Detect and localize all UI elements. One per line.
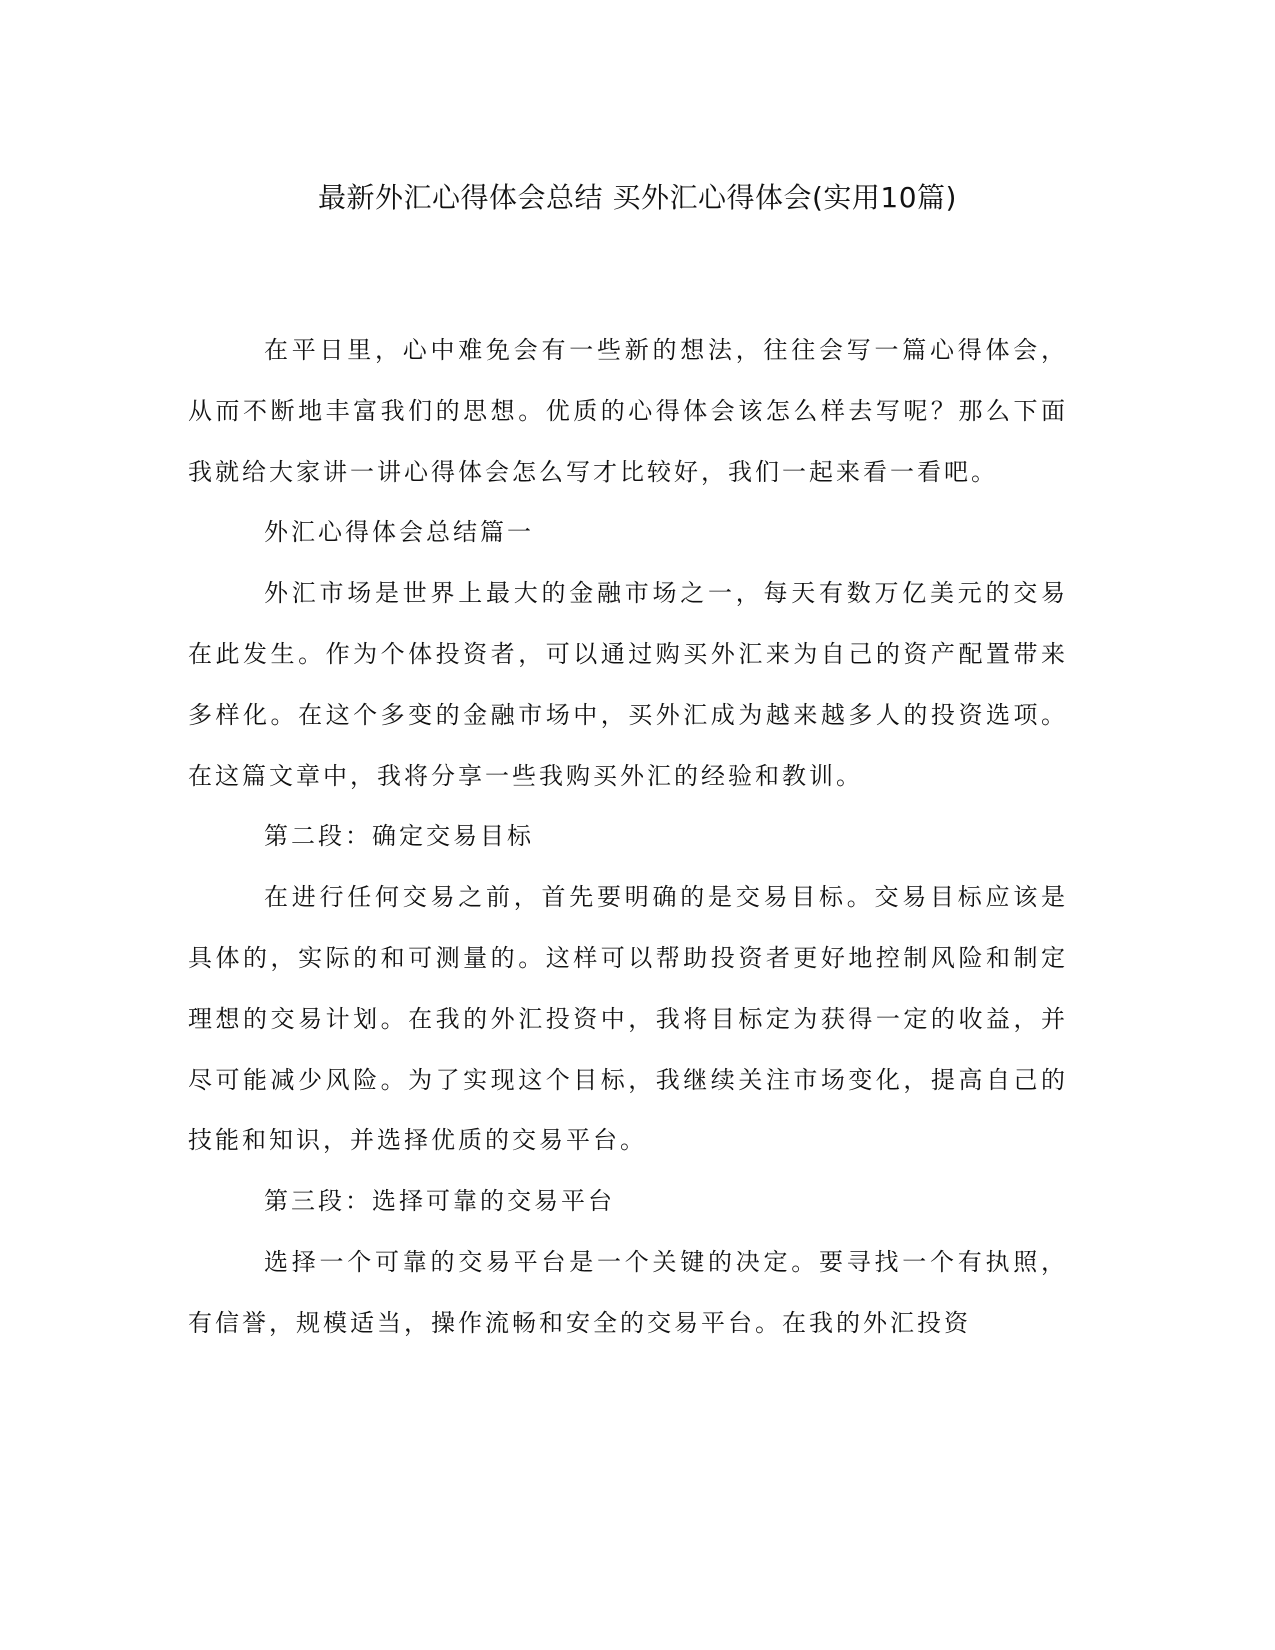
intro-paragraph: 在平日里，心中难免会有一些新的想法，往往会写一篇心得体会，从而不断地丰富我们的思想。优质的心得体会该怎么样去写呢？那么下面我就给大家讲一讲心得体会怎么写才比较好，我们一起来看一看吧。 — [188, 336, 1068, 486]
body-paragraph: 选择一个可靠的交易平台是一个关键的决定。要寻找一个有执照，有信誉，规模适当，操作流畅和安全的交易平台。在我的外汇投资 — [188, 1247, 1068, 1337]
document-body — [188, 320, 1068, 1354]
document-title: 最新外汇心得体会总结 买外汇心得体会(实用10篇) — [318, 181, 957, 214]
section-heading-part-one: 外汇心得体会总结篇一 — [264, 518, 534, 547]
section-heading-second: 第二段：确定交易目标 — [264, 822, 534, 851]
body-paragraph: 外汇市场是世界上最大的金融市场之一，每天有数万亿美元的交易在此发生。作为个体投资者，可以通过购买外汇来为自己的资产配置带来多样化。在这个多变的金融市场中，买外汇成为越来越多人的投资选项。在这篇文章中，我将分享一些我购买外汇的经验和教训。 — [188, 579, 1068, 790]
section-heading-third: 第三段：选择可靠的交易平台 — [264, 1187, 615, 1216]
body-paragraph: 在进行任何交易之前，首先要明确的是交易目标。交易目标应该是具体的，实际的和可测量的。这样可以帮助投资者更好地控制风险和制定理想的交易计划。在我的外汇投资中，我将目标定为获得一定的收益，并尽可能减少风险。为了实现这个目标，我继续关注市场变化，提高自己的技能和知识，并选择优质的交易平台。 — [188, 883, 1068, 1155]
